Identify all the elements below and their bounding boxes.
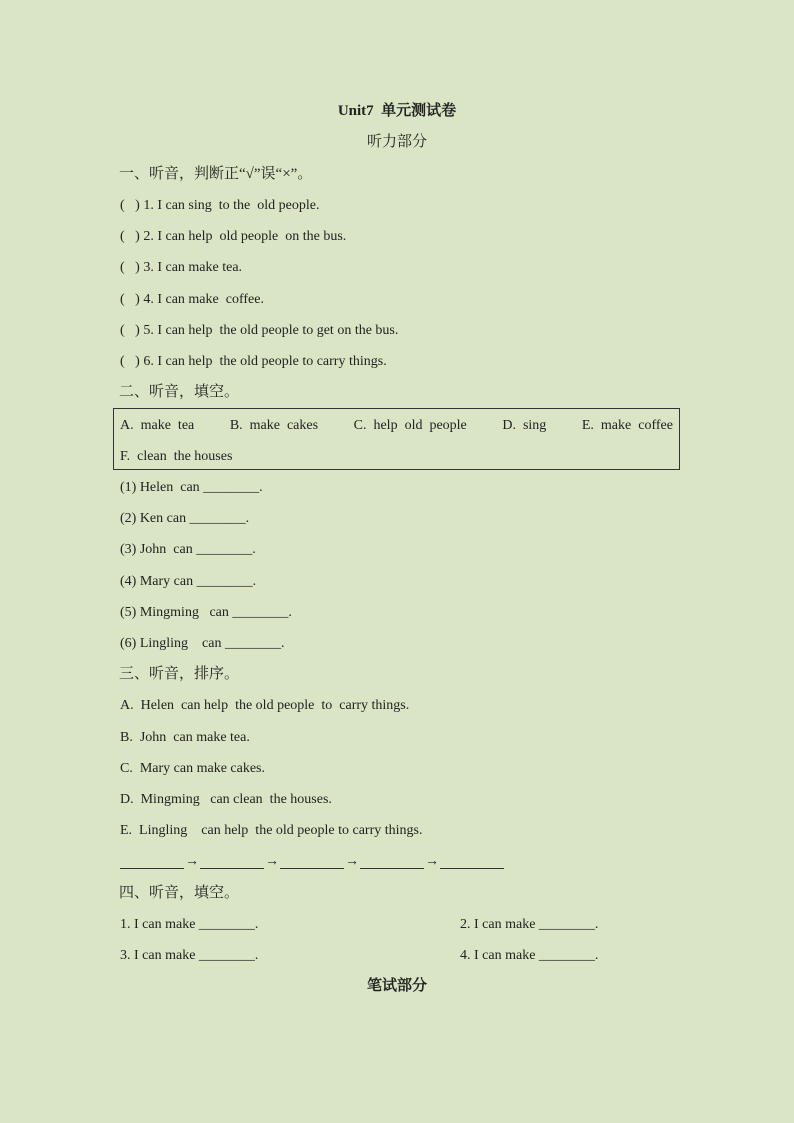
order-sequence [120, 854, 504, 869]
section4-heading: 四、听音，填空。 [119, 885, 240, 901]
section1-heading: 一、听音，判断正“√”误“×”。 [119, 166, 313, 182]
sequence-blank [440, 854, 504, 869]
sequence-blank [120, 854, 184, 869]
listening-heading: 听力部分 [366, 134, 427, 150]
fill-item-1: (1) Helen can ________. [120, 480, 263, 495]
make-item-1: 1. I can make ________. [120, 917, 259, 932]
sequence-blank [360, 854, 424, 869]
judge-item-1: ( ) 1. I can sing to the old people. [120, 198, 320, 213]
section3-heading: 三、听音，排序。 [119, 666, 240, 682]
order-item-c: C. Mary can make cakes. [120, 761, 265, 776]
fill-item-4: (4) Mary can ________. [120, 574, 257, 589]
arrow-icon: → [425, 854, 439, 869]
option-d: D. sing [502, 418, 547, 433]
order-item-a: A. Helen can help the old people to carry things. [120, 698, 410, 713]
option-c: C. help old people [353, 418, 467, 433]
make-item-3: 3. I can make ________. [120, 948, 259, 963]
section2-heading: 二、听音，填空。 [119, 384, 240, 400]
option-e: E. make coffee [581, 418, 673, 433]
judge-item-2: ( ) 2. I can help old people on the bus. [120, 229, 347, 244]
make-item-2: 2. I can make ________. [460, 917, 599, 932]
page-title: Unit7 单元测试卷 [337, 103, 457, 119]
judge-item-3: ( ) 3. I can make tea. [120, 260, 243, 275]
options-box [113, 408, 680, 470]
order-item-b: B. John can make tea. [120, 730, 250, 745]
fill-item-5: (5) Mingming can ________. [120, 605, 292, 620]
arrow-icon: → [345, 854, 359, 869]
order-item-e: E. Lingling can help the old people to carry things. [120, 823, 423, 838]
order-item-d: D. Mingming can clean the houses. [120, 792, 332, 807]
options-row [120, 417, 673, 435]
arrow-icon: → [185, 854, 199, 869]
arrow-icon: → [265, 854, 279, 869]
fill-item-6: (6) Lingling can ________. [120, 636, 285, 651]
fill-item-3: (3) John can ________. [120, 542, 256, 557]
option-f: F. clean the houses [120, 449, 233, 464]
fill-item-2: (2) Ken can ________. [120, 511, 250, 526]
option-b: B. make cakes [229, 418, 319, 433]
sequence-blank [280, 854, 344, 869]
judge-item-4: ( ) 4. I can make coffee. [120, 292, 264, 307]
written-heading: 笔试部分 [366, 978, 427, 994]
judge-item-5: ( ) 5. I can help the old people to get on the bus. [120, 323, 399, 338]
judge-item-6: ( ) 6. I can help the old people to carry things. [120, 354, 387, 369]
sequence-blank [200, 854, 264, 869]
make-item-4: 4. I can make ________. [460, 948, 599, 963]
option-a: A. make tea [120, 418, 195, 433]
